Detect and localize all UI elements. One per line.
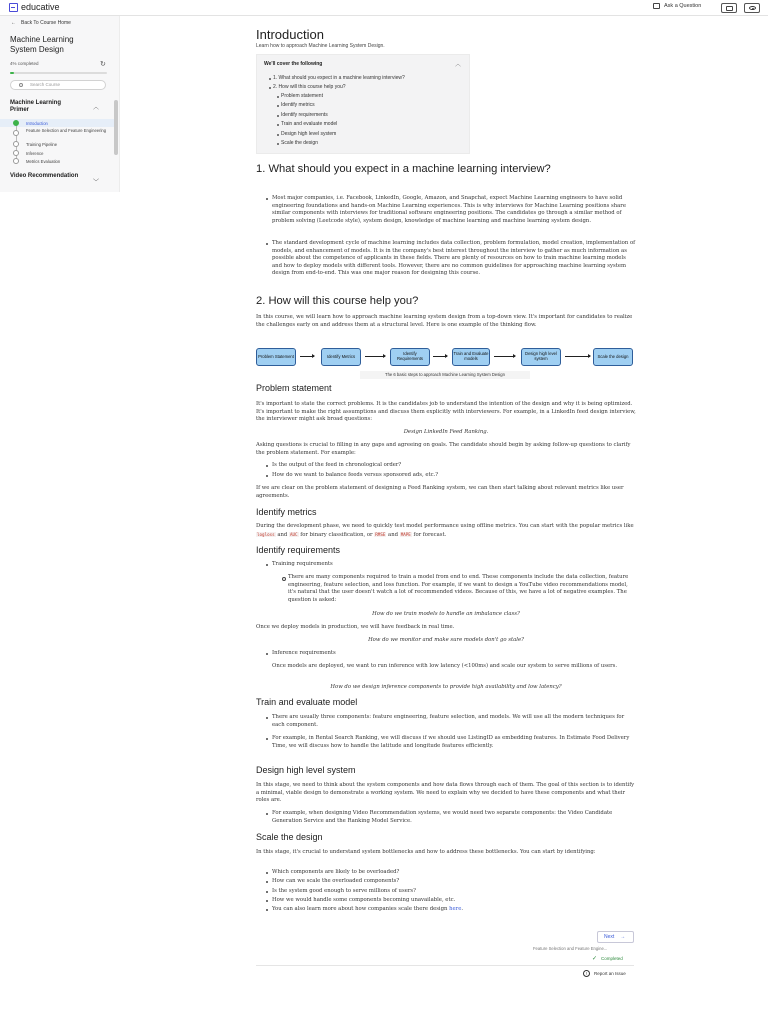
window-icon — [726, 6, 733, 11]
bullet-icon — [277, 115, 279, 117]
bullet-icon — [269, 87, 271, 89]
paragraph: Asking questions is crucial to filling in any gaps and agreeing on goals. The candidate should begin by asking follow-up questions to clarify the problem statement. For example: — [256, 442, 631, 456]
lesson-status-icon — [13, 130, 19, 136]
arrow-right-icon: → — [620, 934, 626, 940]
code-logloss: logloss — [257, 531, 275, 537]
subsection-heading: Identify requirements — [256, 545, 341, 555]
flow-step: Train and Evaluate models — [452, 348, 490, 366]
text: and — [386, 531, 400, 538]
progress-bar-fill — [10, 72, 14, 74]
bullet-icon — [277, 105, 279, 107]
page-title: Introduction — [256, 27, 324, 42]
lesson-metrics-evaluation[interactable]: Metrics Evaluation — [26, 158, 61, 164]
eye-icon — [749, 6, 756, 10]
quote: How do we design inference components to provide high availability and low latency? — [330, 684, 562, 690]
refresh-icon[interactable]: ↻ — [100, 61, 106, 68]
bullet-icon — [277, 143, 279, 145]
chevron-down-icon[interactable]: ﹀ — [93, 180, 100, 186]
search-placeholder: Search Course — [30, 82, 61, 87]
subsection-heading: Scale the design — [256, 832, 323, 842]
next-label: Next — [604, 934, 615, 940]
paragraph: Once we deploy models in production, we will have feedback in real time. — [256, 624, 455, 630]
list-item: For example, in Rental Search Ranking, we will discuss if we should use ListingID as embedding features. In Estimate Food Delivery Time, we will discuss how to handle the latitude and longitude features efficiently. — [272, 735, 636, 750]
arrow-right-icon — [433, 356, 447, 357]
paragraph: Once models are deployed, we want to run inference with low latency (<100ms) and scale our system to serve millions of users. — [272, 663, 618, 669]
subsection-heading: Problem statement — [256, 383, 332, 393]
section-ml-primer[interactable]: Machine Learning Primer — [10, 100, 62, 113]
paragraph: If we are clear on the problem statement of designing a Feed Ranking system, we can then start talking about relevant metrics like user agreements. — [256, 485, 624, 499]
text: . — [461, 906, 464, 912]
quote: Design LinkedIn Feed Ranking. — [403, 429, 489, 435]
course-title: Machine Learning System Design — [10, 35, 74, 54]
list-item: The standard development cycle of machine learning includes data collection, problem formulation, model creation, implementation of models, and enhancement of models. It is in the company's best interest throughout the interview to gather as much information as possible about the competence of applicants in these fields. There are plenty of resources on how to train machine learning models and how to deploy models with different tools. However, there are no common guidelines for approaching machine learning system design from end-to-end. This was one major reason for designing this course. — [272, 240, 636, 277]
next-lesson-title: Feature Selection and Feature Engine... — [533, 946, 608, 951]
bullet-icon — [277, 124, 279, 126]
toc-heading: We'll cover the following — [264, 61, 323, 67]
lesson-training-pipeline[interactable]: Training Pipeline — [26, 142, 58, 147]
arrow-right-icon — [365, 356, 385, 357]
sidebar-scrollbar[interactable] — [114, 100, 118, 155]
report-issue-button[interactable] — [583, 970, 626, 977]
arrow-right-icon — [494, 356, 515, 357]
chevron-up-icon[interactable]: ︿ — [454, 61, 461, 68]
diagram-caption: The 6 basic steps to approach Machine Learning System Design — [360, 371, 530, 379]
progress-text: 4% completed — [10, 61, 39, 66]
list-item: Inference requirements — [272, 650, 636, 658]
paragraph: In this stage, we need to think about the system components and how data flows through each of them. The goal of this section is to identify a minimal, viable design to demonstrate a working system. We need to explain why we decided to have these components and what their roles are. — [256, 782, 635, 804]
arrow-right-icon — [300, 356, 314, 357]
arrow-left-icon: ← — [11, 20, 16, 26]
toc-item[interactable]: Scale the design — [281, 140, 318, 146]
list-item: There are usually three components: feature engineering, feature selection, and models. We will use all the modern techniques for each component. — [272, 714, 636, 729]
list-item: Which components are likely to be overloaded? — [272, 869, 636, 877]
toc-item[interactable]: Train and evaluate model — [281, 121, 338, 127]
page-subtitle: Learn how to approach Machine Learning System Design. — [256, 43, 385, 49]
view-button[interactable] — [744, 3, 760, 13]
code-rmse: RMSE — [375, 531, 386, 537]
toc-item[interactable]: Design high level system — [281, 131, 337, 137]
educative-logo[interactable] — [9, 2, 60, 12]
list-item: Is the output of the feed in chronological order? — [272, 462, 636, 470]
paragraph: In this stage, it's crucial to understand system bottlenecks and how to address these bottlenecks. You can start by identifying: — [256, 849, 596, 855]
chevron-up-icon[interactable]: ︿ — [93, 105, 100, 111]
next-button[interactable] — [597, 931, 634, 943]
alert-icon: ! — [583, 970, 590, 977]
section-video-recommendation[interactable]: Video Recommendation — [10, 173, 79, 179]
check-icon: ✓ — [592, 956, 598, 962]
search-course-input[interactable] — [10, 80, 106, 90]
list-item: There are many components required to train a model from end to end. These components include the data collection, feature engineering, feature selection, and loss function. For example, if we want to design a YouTube video recommendations model, it's natural that the user doesn't watch a lot of recommended videos. Because of this, we have a lot of negative examples. The question is asked: — [288, 574, 634, 604]
text: During the development phase, we need to quickly test model performance using offline metrics. You can start with the popular metrics like — [256, 523, 634, 529]
list-item: How do we want to balance feeds versus sponsored ads, etc.? — [272, 472, 636, 480]
report-label: Report an Issue — [594, 971, 626, 976]
lesson-status-icon — [13, 158, 19, 164]
back-label: Back To Course Home — [21, 20, 71, 26]
logo-text: educative — [21, 2, 60, 12]
paragraph — [256, 523, 636, 539]
lesson-introduction[interactable]: Introduction — [26, 120, 48, 126]
arrow-right-icon — [565, 356, 590, 357]
code-mape: MAPE — [400, 531, 411, 537]
course-sidebar — [0, 16, 120, 192]
list-item: For example, when designing Video Recommendation systems, we would need two separate components: the Video Candidate Generation Service and the Ranking Model Service. — [272, 810, 636, 825]
toc-item[interactable]: Problem statement — [281, 93, 323, 99]
flow-step: Identify Metrics — [321, 348, 361, 366]
progress-bar — [10, 72, 107, 74]
paragraph: In this course, we will learn how to approach machine learning system design from a top-down view. It's important for candidates to realize the challenges early on and address them at a structural level. Here is one example of the thinking flow. — [256, 314, 633, 328]
completed-indicator[interactable] — [592, 955, 623, 962]
lesson-status-icon — [13, 141, 19, 147]
flow-step: Problem Statement — [256, 348, 296, 366]
toc-item[interactable]: Identify requirements — [281, 112, 328, 118]
text: for binary classification, or — [298, 531, 375, 538]
flow-step: Identify Requirements — [390, 348, 430, 366]
divider — [256, 965, 634, 966]
logo-icon — [9, 3, 18, 12]
list-item: Is the system good enough to serve millions of users? — [272, 888, 636, 896]
top-bar — [0, 0, 768, 16]
section-heading: 1. What should you expect in a machine learning interview? — [256, 163, 551, 175]
subsection-heading: Design high level system — [256, 765, 356, 775]
bullet-icon — [269, 78, 271, 80]
bullet-icon — [277, 96, 279, 98]
list-item: How we would handle some components becoming unavailable, etc. — [272, 897, 636, 905]
toc-item[interactable]: 2. How will this course help you? — [273, 84, 346, 90]
here-link[interactable]: here — [449, 906, 462, 912]
lesson-feature-selection[interactable]: Feature Selection and Feature Engineering — [26, 128, 107, 133]
quote: How do we monitor and make sure models don't go stale? — [368, 637, 524, 643]
bullet-icon — [277, 134, 279, 136]
code-auc: AUC — [289, 531, 298, 537]
section-heading: 2. How will this course help you? — [256, 295, 419, 307]
lesson-status-icon — [13, 150, 19, 156]
list-item — [272, 906, 636, 914]
completed-label: Completed — [601, 956, 623, 961]
flow-step: Design high level system — [521, 348, 561, 366]
toc-item[interactable]: Identify metrics — [281, 102, 315, 108]
text: You can also learn more about how companies scale there design — [272, 906, 450, 912]
subsection-heading: Identify metrics — [256, 507, 317, 517]
table-of-contents — [256, 54, 470, 154]
list-item: Training requirements — [272, 561, 636, 569]
list-item: Most major companies, i.e. Facebook, LinkedIn, Google, Amazon, and Snapchat, expect Machine Learning engineers to have solid engineering foundations and hands-on Machine Learning experiences. This is why interviews for Machine Learning positions share similar components with interviews for traditional software engineering positions. The candidates go through a similar method of problem solving (Leetcode style), system design, knowledge of machine learning and machine learning system design. — [272, 195, 636, 225]
lesson-status-done-icon — [13, 120, 19, 126]
window-button[interactable] — [721, 3, 737, 13]
ask-question-button[interactable] — [653, 3, 701, 9]
search-icon — [19, 83, 23, 87]
toc-item[interactable]: 1. What should you expect in a machine learning interview? — [273, 75, 405, 81]
text: and — [275, 531, 289, 538]
subsection-heading: Train and evaluate model — [256, 697, 358, 707]
paragraph: It's important to state the correct problems. It is the candidates job to understand the intention of the design and why it is being optimized. It's important to make the right assumptions and discuss them explicitly with interviewers. For example, in a LinkedIn feed design interview, the interviewer might ask broad questions: — [256, 401, 636, 423]
lesson-inference[interactable]: Inference — [26, 150, 44, 156]
back-to-course-link[interactable] — [11, 20, 71, 26]
quote: How do we train models to handle an imbalance class? — [372, 611, 520, 617]
list-item: How can we scale the overloaded components? — [272, 878, 636, 886]
text: for forecast. — [411, 531, 447, 538]
question-icon — [653, 3, 660, 9]
flow-step: Scale the design — [593, 348, 633, 366]
ask-question-label: Ask a Question — [664, 3, 702, 9]
